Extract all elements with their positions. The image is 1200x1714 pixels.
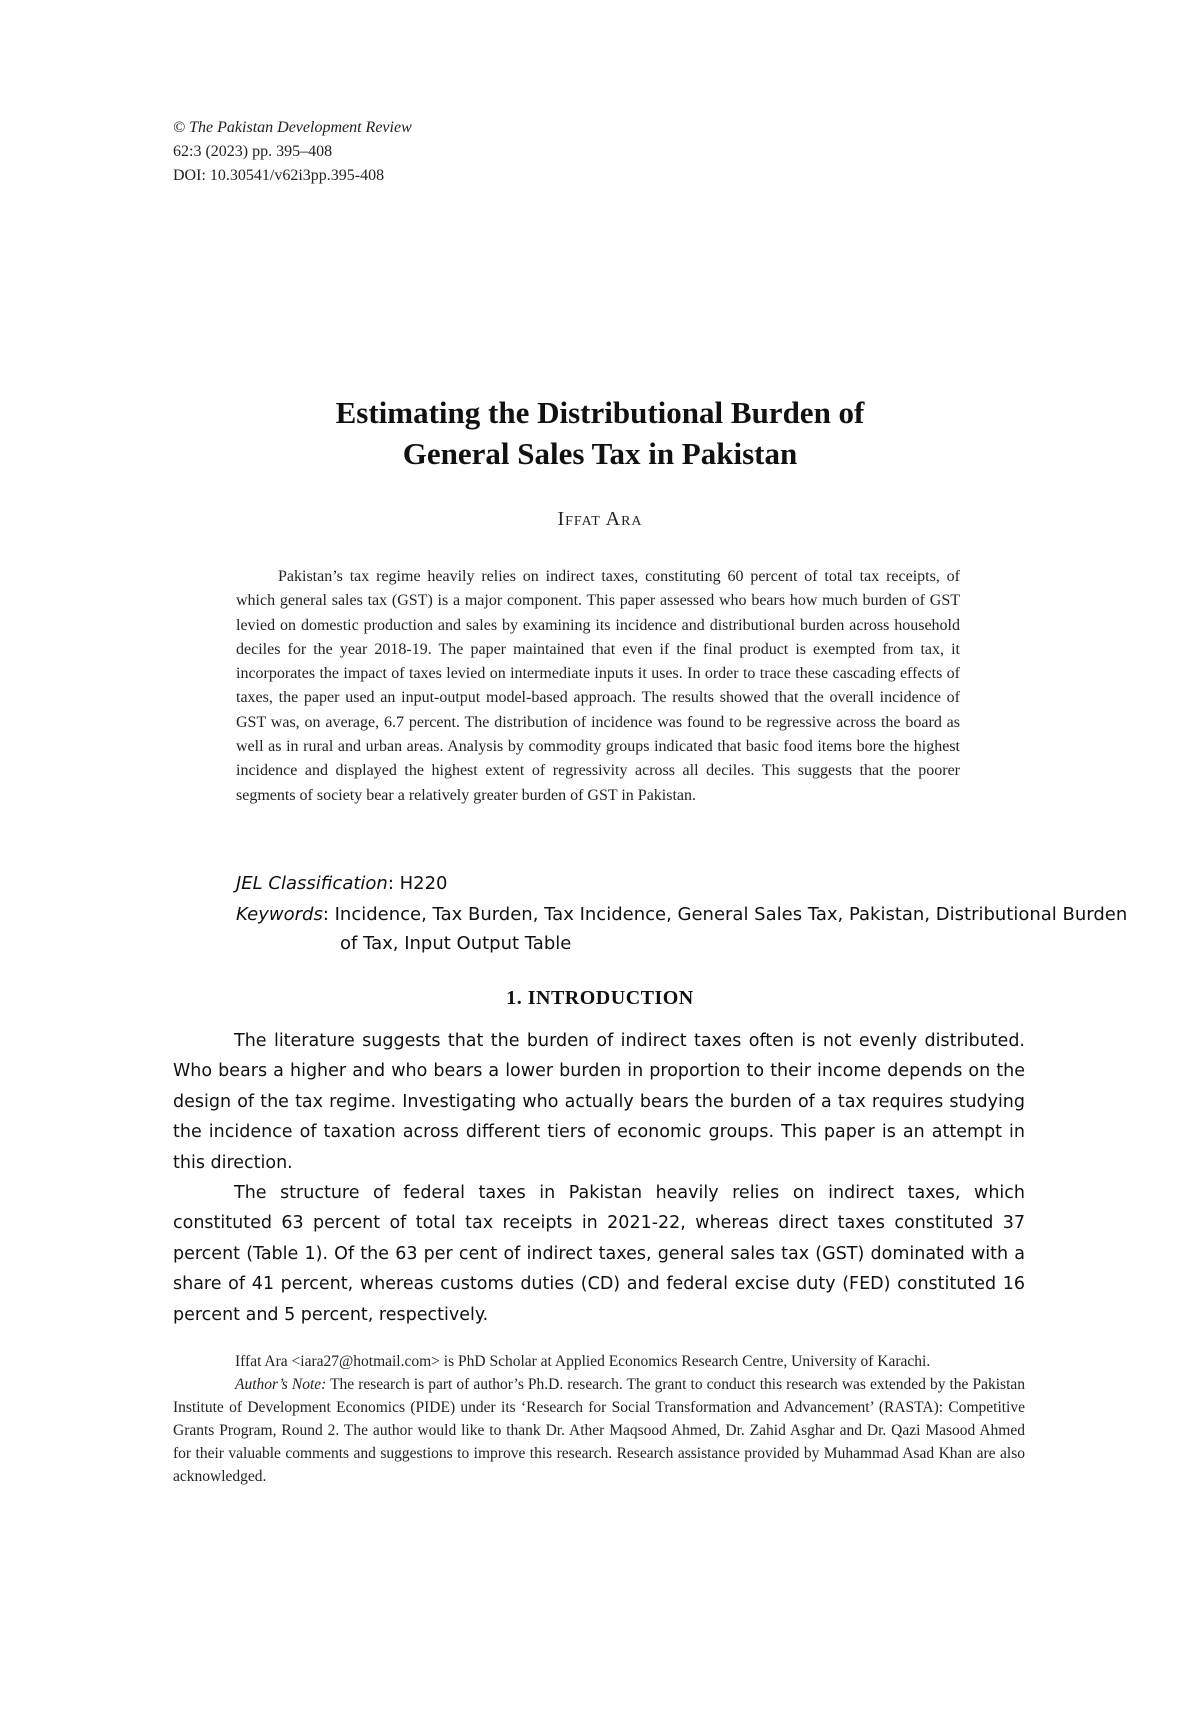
abstract: Pakistan’s tax regime heavily relies on indirect taxes, constituting 60 percent of total tax receipts, of which general sales tax (GST) is a major component. This paper assessed who bears how much burden of GST levied on domestic production and sales by examining its incidence and distributional burden across household deciles for the year 2018-19. The paper maintained that even if the final product is exempted from tax, it incorporates the impact of taxes levied on intermediate inputs it uses. In order to trace these cascading effects of taxes, the paper used an input-output model-based approach. The results showed that the overall incidence of GST was, on average, 6.7 percent. The distribution of incidence was found to be regressive across the board as well as in rural and urban areas. Analysis by commodity groups indicated that basic food items bore the highest incidence and displayed the highest extent of regressivity across all deciles. This suggests that the poorer segments of society bear a relatively greater burden of GST in Pakistan. [236,568,960,804]
journal-info [173,116,412,188]
journal-name: © The Pakistan Development Review [173,119,412,136]
author-affiliation: Iffat Ara <iara27@hotmail.com> is PhD Scholar at Applied Economics Research Centre, University of Karachi. [235,1353,931,1370]
keywords-value: : Incidence, Tax Burden, Tax Incidence, General Sales Tax, Pakistan, Distributional Burden of Tax, Input Output Table [322,904,1128,954]
keywords-label: Keywords [236,904,323,925]
author-note-label: Author’s Note: [235,1376,327,1393]
jel-label: JEL Classification [236,873,388,894]
author-note-text: The research is part of author’s Ph.D. research. The grant to conduct this research was extended by the Pakistan Institute of Development Economics (PIDE) under its ‘Research for Social Transformation and Advancement’ (RASTA): Competitive Grants Program, Round 2. The author would like to thank Dr. Ather Maqsood Ahmed, Dr. Zahid Asghar and Dr. Qazi Masood Ahmed for their valuable comments and suggestions to improve this research. Research assistance provided by Muhammad Asad Khan are also acknowledged. [173,1376,1025,1485]
keywords [236,900,1130,958]
title-line-2: General Sales Tax in Pakistan [402,436,798,471]
title-line-1: Estimating the Distributional Burden of [335,395,865,430]
journal-volume: 62:3 (2023) pp. 395–408 [173,143,333,160]
section-heading-introduction: 1. INTRODUCTION [506,987,694,1009]
author-note [173,1373,1025,1488]
paper-title [150,392,1050,474]
body-paragraph: The literature suggests that the burden of indirect taxes often is not evenly distributed. Who bears a higher and who bears a lower burden in proportion to their income depends on the design of the tax regime. Investigating who actually bears the burden of a tax requires studying the incidence of taxation across different tiers of economic groups. This paper is an attempt in this direction. [173,1031,1025,1173]
introduction-body [173,1026,1025,1330]
body-paragraph: The structure of federal taxes in Pakistan heavily relies on indirect taxes, which constituted 63 percent of total tax receipts in 2021-22, whereas direct taxes constituted 37 percent (Table 1). Of the 63 per cent of indirect taxes, general sales tax (GST) dominated with a share of 41 percent, whereas customs duties (CD) and federal excise duty (FED) constituted 16 percent and 5 percent, respectively. [173,1183,1025,1325]
jel-value: : H220 [387,873,448,894]
author-name: Iffat Ara [557,508,643,530]
footnotes [173,1350,1025,1488]
journal-doi: DOI: 10.30541/v62i3pp.395-408 [173,167,385,184]
jel-classification [236,870,448,898]
